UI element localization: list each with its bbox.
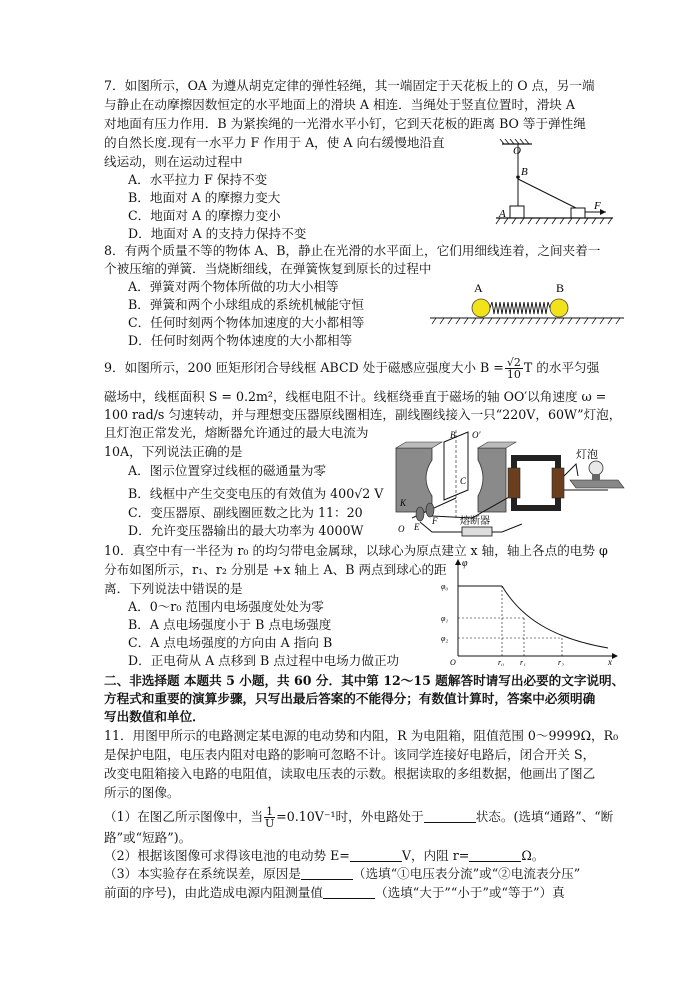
q9-option-c: C．变压器原、副线圈匝数之比为 11：20 <box>128 505 363 520</box>
q10-option-a: A．0～r₀ 范围内电场强度处处为零 <box>128 599 324 614</box>
q9-line-1-pre: 9．如图所示，200 匝矩形闭合导线框 ABCD 处于磁感应强度大小 B = <box>104 360 504 375</box>
q7-option-b: B．地面对 A 的摩擦力变大 <box>128 190 281 205</box>
q10-label-x: x <box>608 657 612 666</box>
fuse <box>462 527 492 536</box>
q11-part1-line2: 路”或“短路”)。 <box>104 830 192 845</box>
q11-p2-emf-blank[interactable] <box>350 849 402 862</box>
q7-option-c: C．地面对 A 的摩擦力变小 <box>128 208 281 223</box>
q9-line-3: 100 rad/s 匀速转动，并与理想变压器原线圈相连，副线圈线接入一只“220V，60W”灯泡， <box>104 407 622 422</box>
q9-b-fraction <box>505 357 523 380</box>
q11-part3 <box>104 865 580 882</box>
q9-line-1-post: T 的水平匀强 <box>523 360 600 375</box>
q9-frac-den: 10 <box>506 368 521 381</box>
q9-label-e: E <box>414 522 420 532</box>
q11-p3-line2-pre: 前面的序号)，由此造成电源内阻测量值 <box>104 885 324 900</box>
q7-label-a: A <box>499 208 506 220</box>
q8-figure <box>428 280 628 328</box>
q9-option-a: A．图示位置穿过线框的磁通量为零 <box>128 463 327 478</box>
q10-label-r2: r₂ <box>558 658 564 666</box>
q11-p2-mid: V，内阻 r= <box>401 848 470 863</box>
magnet-right <box>478 448 506 512</box>
q10-label-r0: r₀ <box>498 658 504 666</box>
q8-option-c: C．任何时刻两个物体加速度的大小都相等 <box>128 315 365 330</box>
q11-p3-compare-blank[interactable] <box>323 886 375 899</box>
q7-line-3: 对地面有压力作用．B 为紧挨绳的一光滑水平小钉，它到天花板的距离 BO 等于弹性绳 <box>104 116 586 131</box>
q10-label-phi1: φ₁ <box>441 614 449 623</box>
q10-option-d: D．正电荷从 A 点移到 B 点过程中电场力做正功 <box>128 653 400 668</box>
section2-line-2: 方程式和重要的演算步骤，只写出最后答案的不能得分；有数值计算时，答案中必须明确 <box>104 691 596 706</box>
q9-label-fuse: 熔断器 <box>460 516 490 527</box>
q7-line-4: 的自然长度.现有一水平力 F 作用于 A，使 A 向右缓慢地沿直 <box>104 135 445 150</box>
q10-figure <box>440 556 622 666</box>
q11-p1-frac-num: 1 <box>266 805 274 818</box>
q9-label-b: B <box>450 430 456 440</box>
q9-line-1 <box>104 357 599 380</box>
q9-label-o: O <box>398 524 405 534</box>
q11-p2-pre: （2）根据该图像可求得该电池的电动势 E= <box>104 848 350 863</box>
q9-line-2: 磁场中，线框面积 S = 0.2m²，线框电阻不计。线框绕垂直于磁场的轴 OO′以角速度 ω = <box>104 389 607 404</box>
q8-line-2: 个被压缩的弹簧．当烧断细线，在弹簧恢复到原长的过程中 <box>104 261 432 276</box>
q9-option-b: B．线框中产生交变电压的有效值为 400√2 V <box>128 486 384 501</box>
q9-label-k: K <box>400 498 407 508</box>
q7-label-o: O <box>513 145 521 157</box>
q11-p1-frac-den: U <box>265 817 275 830</box>
lamp-base <box>570 480 624 488</box>
q8-option-d: D．任何时刻两个物体速度的大小都相等 <box>128 333 353 348</box>
section2-line-1: 二、非选择题 本题共 5 小题，共 60 分．其中第 12～15 题解答时请写出必要的文字说明、 <box>104 673 625 688</box>
q10-option-c: C．A 点电场强度的方向由 A 指向 B <box>128 635 333 650</box>
q9-label-bulb: 灯泡 <box>576 449 598 461</box>
q11-p1-answer-blank[interactable] <box>424 810 476 823</box>
q9-line-4: 且灯泡正常发光，熔断器允许通过的最大电流为 <box>104 425 369 440</box>
q8-line-1: 8．有两个质量不等的物体 A、B，静止在光滑的水平面上，它们用细线连着，之间夹着一 <box>104 243 601 258</box>
phi-curve <box>502 586 608 648</box>
q10-line-1: 10．真空中有一半径为 r₀ 的均匀带电金属球，以球心为原点建立 x 轴，轴上各点的电势 φ <box>104 543 608 558</box>
q11-p2-resistance-blank[interactable] <box>469 849 521 862</box>
q10-line-2: 分布如图所示，r₁、r₂ 分别是 +x 轴上 A、B 两点到球心的距 <box>104 562 447 577</box>
q9-label-c: C <box>460 476 467 486</box>
q8-label-b: B <box>556 281 565 295</box>
q7-option-d: D．地面对 A 的支持力保持不变 <box>128 226 307 241</box>
q8-label-a: A <box>474 281 483 295</box>
q9-frac-num: √2 <box>506 356 521 369</box>
q11-p1-pre: （1）在图乙所示图像中，当 <box>104 809 264 824</box>
q11-line-4: 所示的图像。 <box>104 785 180 800</box>
q11-part3-line2 <box>104 884 565 901</box>
q10-label-phi2: φ₂ <box>441 634 449 643</box>
bulb-icon <box>589 461 603 475</box>
q11-part2 <box>104 847 544 864</box>
q7-option-a: A．水平拉力 F 保持不变 <box>128 172 268 187</box>
q7-line-1: 7．如图所示，OA 为遵从胡克定律的弹性轻绳，其一端固定于天花板上的 O 点，另一端 <box>104 78 595 93</box>
q11-line-2: 是保护电阻，电压表内阻对电路的影响可忽略不计。该同学连接好电路后，闭合开关 S， <box>104 747 596 762</box>
q7-figure <box>488 138 618 230</box>
q7-label-b: B <box>521 166 528 178</box>
q9-option-d: D．允许变压器输出的最大功率为 4000W <box>128 523 364 538</box>
q7-line-2: 与静止在动摩擦因数恒定的水平地面上的滑块 A 相连．当绳处于竖直位置时，滑块 A <box>104 97 575 112</box>
q7-label-f: F <box>594 200 601 212</box>
q11-line-3: 改变电阻箱接入电路的电阻值，读取电压表的示数。根据读取的多组数据，他画出了图乙 <box>104 766 596 781</box>
section2-line-3: 写出数值和单位． <box>104 709 205 724</box>
q10-label-phi0: φ₀ <box>441 582 449 591</box>
q11-p1-fraction <box>264 806 275 829</box>
q11-p1-post: 状态。(选填“通路”、“断 <box>475 809 614 824</box>
transformer-core <box>514 458 558 508</box>
q11-p3-line2-post: （选填“大于”“小于”或“等于”）真 <box>375 885 565 900</box>
q8-option-b: B．弹簧和两个小球组成的系统机械能守恒 <box>128 297 364 312</box>
q11-p3-pre: （3）本实验存在系统误差，原因是 <box>104 866 301 881</box>
q9-line-5: 10A，下列说法正确的是 <box>104 444 243 459</box>
q11-line-1: 11．用图甲所示的电路测定某电源的电动势和内阻，R 为电阻箱，阻值范围 0～9999Ω，R₀ <box>104 728 619 743</box>
q10-label-r1: r₁ <box>520 658 526 666</box>
q11-p3-reason-blank[interactable] <box>301 867 353 880</box>
q10-label-o: O <box>450 658 456 666</box>
q11-p2-post: Ω。 <box>521 848 545 863</box>
q10-line-3: 离．下列说法中错误的是 <box>104 581 243 596</box>
q9-figure <box>392 428 628 540</box>
q11-p1-mid: =0.10V⁻¹时，外电路处于 <box>276 809 424 824</box>
q8-option-a: A．弹簧对两个物体所做的功大小相等 <box>128 279 339 294</box>
q9-label-f: F <box>432 516 438 526</box>
q11-part1 <box>104 806 613 829</box>
q10-option-b: B．A 点电场强度小于 B 点电场强度 <box>128 617 332 632</box>
q7-line-5: 线运动，则在运动过程中 <box>104 154 243 169</box>
q11-p3-post: （选填“①电压表分流”或“②电流表分压” <box>352 866 581 881</box>
q10-label-phi: φ <box>462 558 468 569</box>
q9-label-o2: O′ <box>472 430 481 440</box>
